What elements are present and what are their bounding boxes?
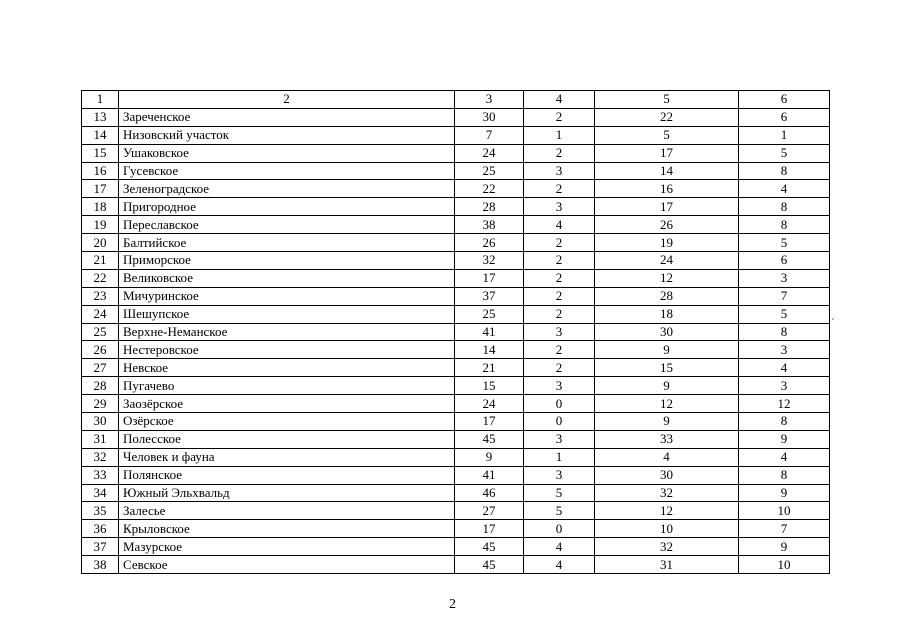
table-row (82, 466, 830, 484)
table-cell: 0 (524, 413, 595, 431)
table-cell: 32 (595, 538, 739, 556)
table-cell: 2 (524, 252, 595, 270)
table-cell: 41 (455, 323, 524, 341)
table-cell: 8 (739, 198, 830, 216)
table-cell: Заозёрское (119, 395, 455, 413)
table-cell: 21 (455, 359, 524, 377)
data-table (81, 90, 830, 574)
table-cell: Человек и фауна (119, 448, 455, 466)
table-cell: 14 (82, 126, 119, 144)
table-row (82, 556, 830, 574)
table-cell: 8 (739, 162, 830, 180)
table-cell: 19 (82, 216, 119, 234)
table-cell: Мазурское (119, 538, 455, 556)
table-row (82, 413, 830, 431)
table-cell: Залесье (119, 502, 455, 520)
table-cell: 2 (524, 341, 595, 359)
table-row (82, 377, 830, 395)
table-cell: 9 (595, 341, 739, 359)
table-cell: 24 (82, 305, 119, 323)
table-cell: 32 (82, 448, 119, 466)
table-cell: 4 (739, 180, 830, 198)
table-cell: 25 (455, 162, 524, 180)
table-cell: Ушаковское (119, 144, 455, 162)
table-cell: Зареченское (119, 108, 455, 126)
table-cell: Невское (119, 359, 455, 377)
table-cell: Полянское (119, 466, 455, 484)
table-cell: 17 (82, 180, 119, 198)
table-row (82, 252, 830, 270)
table-cell: 7 (739, 287, 830, 305)
table-cell: 5 (739, 144, 830, 162)
table-cell: Гусевское (119, 162, 455, 180)
table-row (82, 520, 830, 538)
table-cell: 9 (739, 538, 830, 556)
header-cell: 6 (739, 91, 830, 109)
table-cell: 17 (455, 269, 524, 287)
table-cell: 31 (82, 430, 119, 448)
table-cell: 10 (595, 520, 739, 538)
table-cell: Полесское (119, 430, 455, 448)
table-cell: 14 (455, 341, 524, 359)
table-cell: Мичуринское (119, 287, 455, 305)
table-cell: 4 (524, 538, 595, 556)
table-cell: 18 (82, 198, 119, 216)
table-cell: 7 (739, 520, 830, 538)
table-cell: 26 (595, 216, 739, 234)
table-cell: 1 (524, 448, 595, 466)
table-cell: 15 (455, 377, 524, 395)
table-cell: Южный Эльхвальд (119, 484, 455, 502)
table-cell: 34 (82, 484, 119, 502)
table-cell: 8 (739, 413, 830, 431)
table-cell: 5 (595, 126, 739, 144)
table-row (82, 180, 830, 198)
table-row (82, 126, 830, 144)
table-cell: 32 (595, 484, 739, 502)
table-cell: 12 (739, 395, 830, 413)
table-cell: 37 (455, 287, 524, 305)
table-cell: 2 (524, 269, 595, 287)
table-cell: 6 (739, 108, 830, 126)
table-cell: 3 (524, 377, 595, 395)
table-cell: 45 (455, 430, 524, 448)
table-cell: 9 (739, 430, 830, 448)
table-cell: 17 (455, 413, 524, 431)
table-cell: Крыловское (119, 520, 455, 538)
table-cell: 21 (82, 252, 119, 270)
table-cell: 4 (524, 556, 595, 574)
table-cell: 32 (455, 252, 524, 270)
table-row (82, 484, 830, 502)
table-cell: 2 (524, 287, 595, 305)
table-cell: 33 (82, 466, 119, 484)
table-row (82, 430, 830, 448)
table-cell: Переславское (119, 216, 455, 234)
table-cell: 24 (595, 252, 739, 270)
table-cell: Шешупское (119, 305, 455, 323)
table-cell: 9 (595, 413, 739, 431)
table-cell: 9 (455, 448, 524, 466)
header-cell: 1 (82, 91, 119, 109)
table-cell: 2 (524, 359, 595, 377)
table-cell: Приморское (119, 252, 455, 270)
table-cell: Великовское (119, 269, 455, 287)
table-cell: 41 (455, 466, 524, 484)
table-cell: 16 (82, 162, 119, 180)
table-cell: Нестеровское (119, 341, 455, 359)
table-cell: 24 (455, 144, 524, 162)
table-cell: 30 (455, 108, 524, 126)
table-row (82, 323, 830, 341)
table-cell: 8 (739, 466, 830, 484)
table-row (82, 502, 830, 520)
table-cell: 3 (524, 466, 595, 484)
table-cell: 38 (455, 216, 524, 234)
table-cell: 4 (524, 216, 595, 234)
table-cell: 25 (455, 305, 524, 323)
table-cell: 17 (595, 198, 739, 216)
table-cell: 18 (595, 305, 739, 323)
table-cell: 22 (82, 269, 119, 287)
table-cell: 30 (595, 323, 739, 341)
table-cell: 15 (595, 359, 739, 377)
table-cell: 10 (739, 556, 830, 574)
table-cell: 14 (595, 162, 739, 180)
table-cell: 45 (455, 556, 524, 574)
table-cell: 0 (524, 520, 595, 538)
table-cell: Пугачево (119, 377, 455, 395)
table-cell: 1 (524, 126, 595, 144)
table-cell: 2 (524, 180, 595, 198)
table-cell: 9 (595, 377, 739, 395)
table-cell: 2 (524, 305, 595, 323)
table-row (82, 305, 830, 323)
table-cell: 23 (82, 287, 119, 305)
table-cell: 3 (524, 162, 595, 180)
table-row (82, 287, 830, 305)
table-row (82, 359, 830, 377)
header-cell: 4 (524, 91, 595, 109)
table-cell: 26 (82, 341, 119, 359)
table-cell: 10 (739, 502, 830, 520)
table-cell: 4 (739, 359, 830, 377)
table-cell: 8 (739, 216, 830, 234)
table-cell: 22 (455, 180, 524, 198)
table-cell: 3 (524, 323, 595, 341)
table-cell: 1 (739, 126, 830, 144)
table-cell: 30 (82, 413, 119, 431)
table-cell: 16 (595, 180, 739, 198)
table-cell: 38 (82, 556, 119, 574)
table-cell: 28 (595, 287, 739, 305)
table-cell: 3 (739, 377, 830, 395)
table-row (82, 538, 830, 556)
table-cell: Севское (119, 556, 455, 574)
table-row (82, 216, 830, 234)
table-cell: 3 (524, 198, 595, 216)
header-cell: 2 (119, 91, 455, 109)
table-cell: 2 (524, 234, 595, 252)
table-row (82, 162, 830, 180)
table-body (82, 91, 830, 574)
table-cell: 3 (739, 269, 830, 287)
table-cell: 30 (595, 466, 739, 484)
table-cell: 5 (739, 234, 830, 252)
table-cell: 12 (595, 502, 739, 520)
table-cell: 9 (739, 484, 830, 502)
table-cell: 2 (524, 144, 595, 162)
table-header-row (82, 91, 830, 109)
table-cell: 45 (455, 538, 524, 556)
table-cell: 29 (82, 395, 119, 413)
table-cell: 13 (82, 108, 119, 126)
header-cell: 5 (595, 91, 739, 109)
table-cell: 17 (455, 520, 524, 538)
table-cell: 20 (82, 234, 119, 252)
table-cell: 3 (524, 430, 595, 448)
page-number: 2 (449, 597, 456, 612)
table-cell: Низовский участок (119, 126, 455, 144)
table-row (82, 341, 830, 359)
table-cell: 37 (82, 538, 119, 556)
table-cell: 36 (82, 520, 119, 538)
table-cell: 19 (595, 234, 739, 252)
table-row (82, 234, 830, 252)
table-cell: Озёрское (119, 413, 455, 431)
table-row (82, 144, 830, 162)
table-cell: 31 (595, 556, 739, 574)
table-cell: 0 (524, 395, 595, 413)
table-cell: 28 (455, 198, 524, 216)
table-cell: 4 (595, 448, 739, 466)
table-cell: 33 (595, 430, 739, 448)
table-cell: 7 (455, 126, 524, 144)
table-cell: 3 (739, 341, 830, 359)
table-row (82, 395, 830, 413)
table-cell: 12 (595, 395, 739, 413)
table-row (82, 108, 830, 126)
table-cell: 5 (524, 502, 595, 520)
table-cell: 5 (739, 305, 830, 323)
table-cell: 25 (82, 323, 119, 341)
table-cell: 6 (739, 252, 830, 270)
table-cell: 46 (455, 484, 524, 502)
table-cell: 27 (82, 359, 119, 377)
table-cell: 35 (82, 502, 119, 520)
table-cell: Верхне-Неманское (119, 323, 455, 341)
header-cell: 3 (455, 91, 524, 109)
table-cell: 26 (455, 234, 524, 252)
table-cell: 12 (595, 269, 739, 287)
table-cell: 27 (455, 502, 524, 520)
table-cell: 8 (739, 323, 830, 341)
table-cell: 5 (524, 484, 595, 502)
table-cell: 15 (82, 144, 119, 162)
table-cell: 17 (595, 144, 739, 162)
table-cell: 2 (524, 108, 595, 126)
table-row (82, 448, 830, 466)
table-row (82, 269, 830, 287)
table-cell: 4 (739, 448, 830, 466)
table-cell: Балтийское (119, 234, 455, 252)
table-cell: Зеленоградское (119, 180, 455, 198)
scan-speck (832, 318, 834, 320)
table-row (82, 198, 830, 216)
table-cell: 24 (455, 395, 524, 413)
table-cell: 22 (595, 108, 739, 126)
table-cell: 28 (82, 377, 119, 395)
table-cell: Пригородное (119, 198, 455, 216)
